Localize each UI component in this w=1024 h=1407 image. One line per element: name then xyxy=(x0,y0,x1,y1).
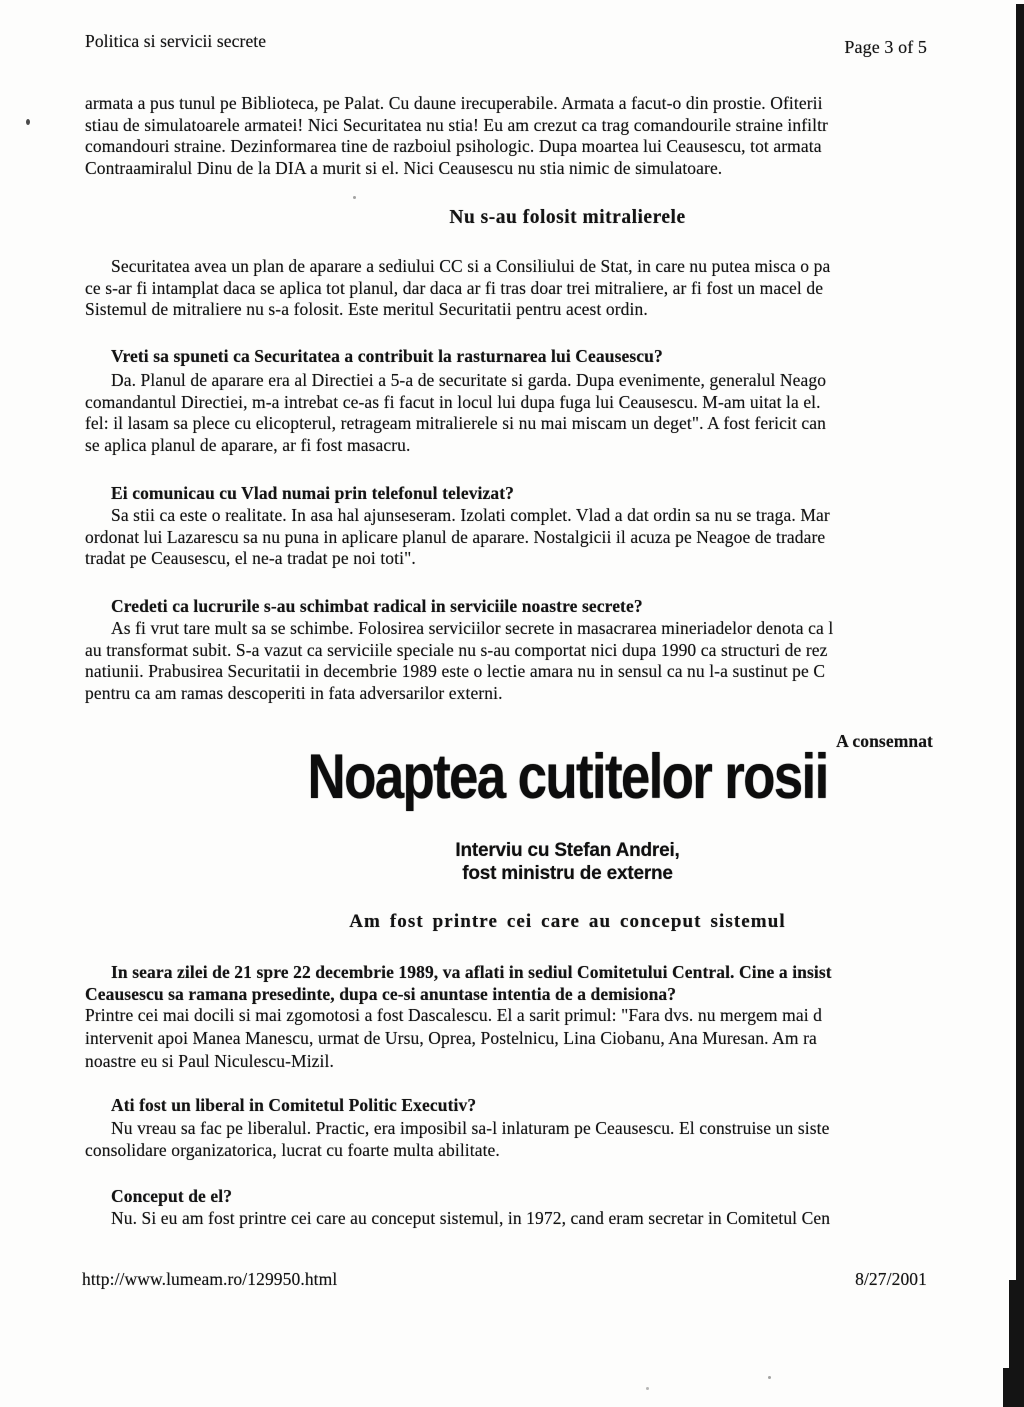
answer-line: comandantul Directiei, m-a intrebat ce-as fi facut in locul lui dupa fuga lui Ceausescu. M-am uitat la el. xyxy=(85,391,821,412)
section-heading: Nu s-au folosit mitralierele xyxy=(449,207,686,228)
paragraph-line: Contraamiralul Dinu de la DIA a murit si el. Nici Ceausescu nu stia nimic de simulatoare. xyxy=(85,158,723,179)
answer-line: Da. Planul de aparare era al Directiei a 5-a de securitate si garda. Dupa evenimente, generalul Neago xyxy=(111,370,827,390)
interview-answer xyxy=(85,618,833,705)
answer-line: Nu vreau sa fac pe liberalul. Practic, era imposibil sa-l inlaturam pe Ceausescu. El construise un siste xyxy=(111,1118,830,1138)
answer-line: natiunii. Prabusirea Securitatii in decembrie 1989 este o lectie amara nu in sensul ca nu l-a sustinut pe C xyxy=(85,661,826,682)
scan-speck xyxy=(768,1376,771,1379)
interview-question xyxy=(85,962,832,1005)
interview-question: Vreti sa spuneti ca Securitatea a contribuit la rasturnarea lui Ceausescu? xyxy=(111,346,663,366)
article-title: Noaptea cutitelor rosii xyxy=(307,742,828,812)
interview-answer xyxy=(85,370,826,457)
answer-line: se aplica planul de aparare, ar fi fost masacru. xyxy=(85,435,411,456)
answer-line: consolidare organizatorica, lucrat cu foarte multa abilitate. xyxy=(85,1140,500,1160)
paragraph xyxy=(85,256,830,321)
answer-line: noastre eu si Paul Niculescu-Mizil. xyxy=(85,1050,334,1071)
footer-url: http://www.lumeam.ro/129950.html xyxy=(82,1269,338,1289)
article-subtitle-line: Interviu cu Stefan Andrei, xyxy=(455,840,680,861)
page-header-title: Politica si servicii secrete xyxy=(85,31,267,51)
paragraph-line: stiau de simulatoarele armatei! Nici Securitatea nu stia! Eu am crezut ca trag comandourile straine infiltr xyxy=(85,114,828,135)
answer-line: pentru ca am ramas descoperiti in fata adversarilor externi. xyxy=(85,683,503,704)
footer-date: 8/27/2001 xyxy=(855,1269,927,1289)
paragraph-line: armata a pus tunul pe Biblioteca, pe Palat. Cu daune irecuperabile. Armata a facut-o din prostie. Ofiterii xyxy=(85,93,823,113)
article-subtitle-line: fost ministru de externe xyxy=(462,862,673,884)
scan-edge-artifact xyxy=(1016,4,1024,1407)
answer-line: Sa stii ca este o realitate. In asa hal ajunseseram. Izolati complet. Vlad a dat ordin sa nu se traga. Mar xyxy=(111,505,830,525)
interview-answer xyxy=(85,1004,822,1072)
answer-line: tradat pe Ceausescu, el ne-a tradat pe noi toti". xyxy=(85,548,416,568)
answer-line: fel: il lasam sa plece cu elicopterul, retrageam mitralierele si nu mai miscam un deget". A fost fericit can xyxy=(85,413,826,434)
answer-line: au transformat subit. S-a vazut ca serviciile speciale nu s-au comportat nici dupa 1990 ca structuri de rez xyxy=(85,639,828,660)
page-number: Page 3 of 5 xyxy=(844,37,927,57)
question-line: Ceausescu sa ramana presedinte, dupa ce-si anuntase intentia de a demisiona? xyxy=(85,983,677,1004)
interview-question: Ei comunicau cu Vlad numai prin telefonul televizat? xyxy=(111,483,515,503)
answer-line: As fi vrut tare mult sa se schimbe. Folosirea serviciilor secrete in masacrarea mineriadelor denota ca l xyxy=(111,618,834,638)
paragraph-line: comandouri straine. Dezinformarea tine de razboiul psihologic. Dupa moartea lui Ceausescu, tot armata xyxy=(85,136,822,157)
answer-line: ordonat lui Lazarescu sa nu puna in aplicare planul de aparare. Nostalgicii il acuza pe Neagoe de tradare xyxy=(85,526,826,547)
scan-speck xyxy=(646,1387,649,1390)
paragraph-line: Securitatea avea un plan de aparare a sediului CC si a Consiliului de Stat, in care nu putea misca o pa xyxy=(111,256,831,276)
interview-question: Credeti ca lucrurile s-au schimbat radical in serviciile noastre secrete? xyxy=(111,596,643,616)
interview-answer xyxy=(85,1117,829,1161)
paragraph xyxy=(85,93,828,180)
paragraph-line: ce s-ar fi intamplat daca se aplica tot planul, dar daca ar fi tras doar trei mitraliere, ar fi fost un macel de xyxy=(85,277,824,298)
section-heading: Am fost printre cei care au conceput sistemul xyxy=(349,911,786,932)
interview-question: Conceput de el? xyxy=(111,1186,233,1206)
paragraph-line: Sistemul de mitraliere nu s-a folosit. Este meritul Securitatii pentru acest ordin. xyxy=(85,299,648,319)
scan-edge-artifact xyxy=(1003,1368,1024,1407)
question-line: In seara zilei de 21 spre 22 decembrie 1989, va aflati in sediul Comitetului Central. Cine a insist xyxy=(111,962,832,982)
byline: A consemnat xyxy=(836,731,933,751)
interview-answer: Nu. Si eu am fost printre cei care au conceput sistemul, in 1972, cand eram secretar in Comitetul Cen xyxy=(111,1208,831,1228)
scan-speck xyxy=(353,196,356,199)
answer-line: intervenit apoi Manea Manescu, urmat de Ursu, Oprea, Postelnicu, Lina Ciobanu, Ana Muresan. Am ra xyxy=(85,1027,817,1048)
interview-answer xyxy=(85,505,830,570)
scan-speck xyxy=(26,119,30,125)
answer-line: Printre cei mai docili si mai zgomotosi a fost Dascalescu. El a sarit primul: "Fara dvs. nu mergem mai d xyxy=(85,1005,822,1025)
interview-question: Ati fost un liberal in Comitetul Politic Executiv? xyxy=(111,1095,477,1115)
